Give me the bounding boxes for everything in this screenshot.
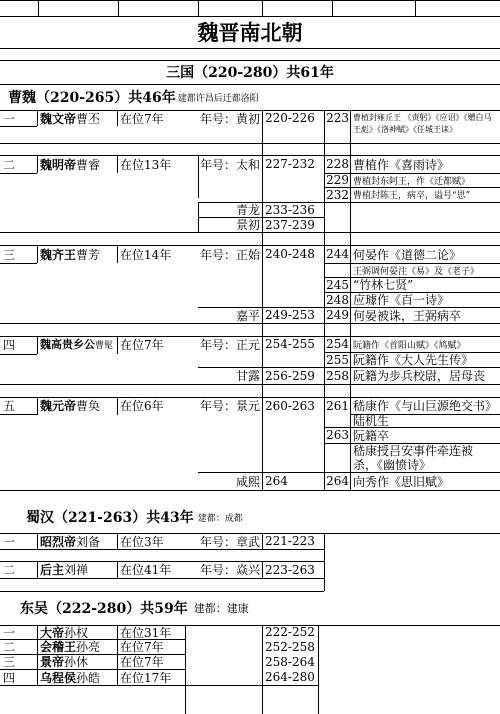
era-years: 220-226 xyxy=(265,111,315,125)
reign-length: 在位7年 xyxy=(120,655,164,669)
era-name: 年号：正元 xyxy=(200,337,260,352)
shu-heading: 蜀汉（221-263）共43年 xyxy=(26,510,194,526)
era-years: 233-236 xyxy=(265,202,315,217)
emperor-title: 魏齐王 xyxy=(40,247,77,262)
emperor-title: 大帝 xyxy=(40,625,65,639)
event-text: 嵇康授吕安事件牵连被杀，《幽愤诗》 xyxy=(353,444,474,472)
emperor-title: 会稽王 xyxy=(40,640,77,654)
emperor-title: 乌程侯 xyxy=(40,670,77,685)
event-year: 263 xyxy=(326,428,349,442)
era-years: 258-264 xyxy=(265,654,315,669)
emperor-name: 孙权 xyxy=(64,625,89,639)
emperor-title: 魏高贵乡公 xyxy=(40,338,95,351)
wu-heading: 东吴（222-280）共59年 xyxy=(20,601,188,617)
event-year: 261 xyxy=(326,398,349,413)
event-year: 248 xyxy=(326,292,349,307)
era-name: 年号：黄初 xyxy=(200,111,260,126)
emperor-name: 孙休 xyxy=(64,655,89,669)
wei-row-3 xyxy=(0,173,500,187)
era-years: 260-263 xyxy=(265,398,315,413)
emperor-name: 刘备 xyxy=(76,534,101,549)
event-text: 嵇康作《与山巨源绝交书》 xyxy=(353,399,497,413)
event-text: 曹植封陈王，病卒，谥号“思” xyxy=(353,191,471,201)
wei-row-5 xyxy=(0,202,500,217)
reign-length: 在位7年 xyxy=(120,111,164,126)
emperor-title: 后主 xyxy=(40,563,65,577)
emperor-number: 一 xyxy=(3,625,16,639)
emperor-name: 孙皓 xyxy=(76,670,101,685)
wu-row-2 xyxy=(0,639,500,654)
reign-length: 在位17年 xyxy=(120,670,172,685)
wei-heading: 曹魏（220-265）共46年 xyxy=(8,90,176,106)
emperor-title: 景帝 xyxy=(40,655,65,669)
era-name: 甘露 xyxy=(235,369,260,383)
emperor-number: 三 xyxy=(3,247,16,262)
wei-row-6 xyxy=(0,217,500,232)
wei-row-17 xyxy=(0,427,500,443)
shu-row-2 xyxy=(0,561,500,578)
wu-heading-row xyxy=(0,593,500,623)
wei-row-11 xyxy=(0,307,500,323)
wei-row-9 xyxy=(0,277,500,292)
reign-length: 在位3年 xyxy=(120,534,164,549)
wu-row-3 xyxy=(0,654,500,669)
event-text: 何晏作《道德二论》 xyxy=(353,247,462,262)
emperor-number: 一 xyxy=(3,534,16,549)
reign-length: 在位31年 xyxy=(120,625,172,639)
emperor-title: 昭烈帝 xyxy=(40,534,77,549)
era-name: 年号：景元 xyxy=(200,399,260,413)
subtitle: 三国（220-280）共61年 xyxy=(166,65,334,81)
emperor-name: 曹髦 xyxy=(95,340,114,351)
wei-row-15 xyxy=(0,397,500,414)
wei-row-8 xyxy=(0,263,500,277)
title-row xyxy=(0,16,500,48)
wei-capital: 建都许昌后迁都洛阳 xyxy=(177,93,259,104)
shu-capital: 建都：成都 xyxy=(197,513,243,524)
event-text: 阮籍为步兵校尉，居母丧 xyxy=(353,369,486,383)
emperor-title: 魏明帝 xyxy=(40,157,77,172)
era-name: 景初 xyxy=(235,218,260,232)
era-name: 年号：章武 xyxy=(200,534,260,549)
emperor-number: 一 xyxy=(3,111,16,126)
page-title: 魏晋南北朝 xyxy=(197,20,303,45)
wei-row-19 xyxy=(0,472,500,490)
wei-row-14 xyxy=(0,367,500,384)
event-year: 255 xyxy=(326,352,349,367)
wei-row-13 xyxy=(0,352,500,367)
wei-heading-row xyxy=(0,84,500,110)
emperor-name: 曹睿 xyxy=(76,157,101,172)
era-name: 年号：太和 xyxy=(200,157,260,172)
emperor-name: 曹丕 xyxy=(76,111,101,126)
emperor-number: 二 xyxy=(3,640,16,654)
event-year: 249 xyxy=(326,308,349,322)
reign-length: 在位41年 xyxy=(120,563,172,577)
emperor-number: 二 xyxy=(3,157,16,172)
event-text: 曹植作《喜雨诗》 xyxy=(353,157,450,172)
event-year: 258 xyxy=(326,368,349,383)
era-name: 嘉平 xyxy=(235,308,260,323)
event-text: 陆机生 xyxy=(353,414,390,427)
event-text: 曹植封雍丘王 《责躬》《应诏》《赠白马王彪》《洛神赋》《任城王诔》 xyxy=(353,113,492,134)
emperor-name: 刘禅 xyxy=(64,563,89,577)
event-year: 232 xyxy=(326,187,349,202)
emperor-name: 曹芳 xyxy=(76,247,101,262)
wu-row-4 xyxy=(0,669,500,685)
reign-length: 在位7年 xyxy=(120,337,164,352)
wu-capital: 建都：建康 xyxy=(193,602,249,615)
era-years: 264 xyxy=(265,474,288,488)
era-years: 256-259 xyxy=(265,368,315,383)
event-text: 向秀作《思旧赋》 xyxy=(353,474,450,489)
event-year: 223 xyxy=(326,111,349,125)
emperor-name: 孙亮 xyxy=(76,640,101,654)
emperor-title: 魏文帝 xyxy=(40,111,77,126)
era-years: 221-223 xyxy=(265,534,315,548)
event-text: 阮籍作《大人先生传》 xyxy=(353,353,474,367)
subtitle-row xyxy=(0,60,500,84)
reign-length: 在位6年 xyxy=(120,399,164,413)
event-year: 229 xyxy=(326,173,349,187)
era-years: 222-252 xyxy=(265,625,315,639)
emperor-number: 二 xyxy=(3,563,16,577)
wei-row-4 xyxy=(0,187,500,202)
wei-row-7 xyxy=(0,245,500,263)
event-year: 228 xyxy=(326,157,349,171)
shu-row-1 xyxy=(0,533,500,549)
era-name: 青龙 xyxy=(235,203,260,217)
era-name: 年号：正始 xyxy=(200,247,260,262)
reign-length: 在位13年 xyxy=(120,157,172,172)
event-text: “竹林七贤” xyxy=(353,278,414,292)
era-name: 咸熙 xyxy=(235,474,260,489)
era-years: 227-232 xyxy=(265,157,315,171)
wei-row-12 xyxy=(0,336,500,352)
wei-row-10 xyxy=(0,292,500,307)
era-name: 年号：焱兴 xyxy=(200,563,260,577)
era-years: 240-248 xyxy=(265,247,315,261)
event-text: 应璩作《百一诗》 xyxy=(353,293,450,307)
era-years: 249-253 xyxy=(265,308,315,322)
reign-length: 在位7年 xyxy=(120,640,164,654)
event-year: 244 xyxy=(326,247,349,261)
wu-row-1 xyxy=(0,625,500,639)
event-text: 曹植封东阿王，作《迁都赋》 xyxy=(353,176,471,187)
shu-heading-row xyxy=(0,503,500,531)
event-text: 阮籍卒 xyxy=(353,428,390,443)
emperor-number: 四 xyxy=(3,670,16,685)
emperor-number: 五 xyxy=(3,399,16,413)
emperor-number: 四 xyxy=(3,337,16,352)
wei-row-1 xyxy=(0,110,500,143)
event-text: 王弼调何晏注《易》及《老子》 xyxy=(353,266,480,277)
emperor-number: 三 xyxy=(3,655,16,669)
wei-row-18 xyxy=(0,443,500,472)
emperor-name: 曹奂 xyxy=(76,399,101,413)
event-year: 254 xyxy=(326,337,349,351)
era-years: 252-258 xyxy=(265,639,315,654)
era-years: 223-263 xyxy=(265,562,315,577)
event-year: 264 xyxy=(326,474,349,488)
reign-length: 在位14年 xyxy=(120,247,172,262)
emperor-title: 魏元帝 xyxy=(40,399,77,413)
era-years: 254-255 xyxy=(265,337,315,351)
era-years: 264-280 xyxy=(265,670,315,684)
era-years: 237-239 xyxy=(265,217,315,232)
event-year: 245 xyxy=(326,277,349,292)
wei-row-16 xyxy=(0,414,500,427)
event-text: 阮籍作《首阳山赋》《鸠赋》 xyxy=(353,340,466,351)
event-text: 何晏被诛，王弼病卒 xyxy=(353,308,462,323)
wei-row-2 xyxy=(0,155,500,173)
